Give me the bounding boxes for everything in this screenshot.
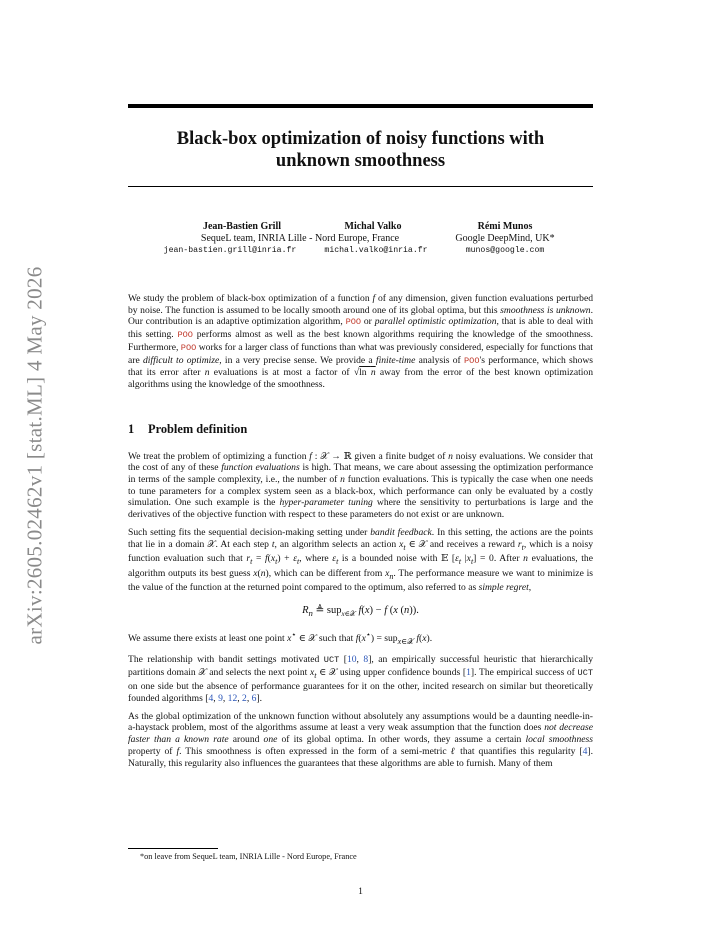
- author-affiliation-3: Google DeepMind, UK*: [455, 233, 555, 244]
- page-number: 1: [358, 886, 363, 897]
- author-affiliation-1: SequeL team, INRIA Lille - Nord Europe, France: [200, 233, 400, 244]
- author-email-1: jean-bastien.grill@inria.fr: [163, 246, 297, 255]
- paragraph-4: The relationship with bandit settings motivated UCT [10, 8], an empirically successful heuristic that hierarchically partitions domain 𝒳 and selects the next point $x_t$ ∈ 𝒳 using upper confidence bounds [1]. The empirical success of UCT on one side but the absence of performance guarantees for it on the other, incited research on similar but theoretically founded algorithms [4, 9, 12, 2, 6].: [128, 653, 594, 704]
- section-heading: 1 Problem definition: [128, 421, 248, 436]
- paper-title: Black-box optimization of noisy functions with unknown smoothness: [176, 129, 545, 171]
- arxiv-side-identifier: arXiv:2605.02462v1 [stat.ML] 4 May 2026: [22, 266, 47, 644]
- author-block-1: Jean-Bastien Grill: [202, 221, 282, 232]
- author-email-3: munos@google.com: [465, 246, 545, 255]
- title-top-rule: [128, 104, 593, 108]
- abstract: We study the problem of black-box optimization of a function f of any dimension, given function evaluations perturbed by noise. The function is assumed to be locally smooth around one of its global optima, but this smoothness is unknown. Our contribution is an adaptive optimization algorithm, POO or parallel optimistic optimization, that is able to deal with this setting. POO performs almost as well as the best known algorithms requiring the knowledge of the smoothness. Furthermore, POO works for a larger class of functions than what was previously considered, especially for functions that are difficult to optimize, in a very precise sense. We provide a finite-time analysis of POO's performance, which shows that its error after n evaluations is at most a factor of √ln n away from the error of the best known optimization algorithms using the knowledge of the smoothness.: [128, 293, 594, 390]
- footnote: *on leave from SequeL team, INRIA Lille - Nord Europe, France: [140, 852, 357, 861]
- author-email-2: michal.valko@inria.fr: [324, 246, 428, 255]
- main-text: [128, 293, 593, 775]
- simple-regret-equation: $R_n$ ≜ sup$_{x\in 𝒳}$ f(x) − f (x (n)).: [302, 605, 419, 619]
- author-block-3: Rémi Munos: [477, 221, 533, 232]
- author-block-2: Michal Valko: [344, 221, 402, 232]
- footnote-rule: [128, 848, 218, 849]
- paragraph-3: We assume there exists at least one point x⋆ ∈ 𝒳 such that f(x⋆) = sup$_{x\in 𝒳}$ f(x).: [128, 630, 433, 647]
- paragraph-5: As the global optimization of the unknown function without absolutely any assumptions would be a daunting needle-in-a-haystack problem, most of the algorithms assume at least a very weak assumption that the function does not decrease faster than a known rate around one of its global optima. In other words, they assume a certain local smoothness property of f. This smoothness is often expressed in the form of a semi-metric ℓ that quantifies this regularity [4]. Naturally, this regularity also influences the guarantees that these algorithms are able to furnish. Many of them: [128, 710, 594, 769]
- title-bottom-rule: [128, 186, 593, 187]
- paragraph-1: We treat the problem of optimizing a function f : 𝒳 → ℝ given a finite budget of n noisy evaluations. We consider that the cost of any of these function evaluations is high. That means, we care about assessing the optimization performance in terms of the sample complexity, i.e., the number of n function evaluations. This is typically the case when one needs to tune parameters for a complex system seen as a black-box, which performance can only be evaluated by a costly simulation. One such example is the hyper-parameter tuning where the sensitivity to perturbations is large and the derivatives of the objective function with respect to these parameters do not exist or are unknown.: [128, 450, 593, 521]
- paragraph-2: Such setting fits the sequential decision-making setting under bandit feedback. In this setting, the actions are the points that lie in a domain 𝒳. At each step t, an algorithm selects an action $x_t$ ∈ 𝒳 and receives a reward $r_t$, which is a noisy function evaluation such that $r_t = f(x_t) + \varepsilon_t$, where $\varepsilon_t$ is a bounded noise with 𝔼 [$\varepsilon_t$ $|x_t] = 0$. After n evaluations, the algorithm outputs its best guess x(n), which can be different from $x_n$. The performance measure we want to minimize is the value of the function at the returned point compared to the optimum, also referred to as simple regret,: [128, 526, 594, 594]
